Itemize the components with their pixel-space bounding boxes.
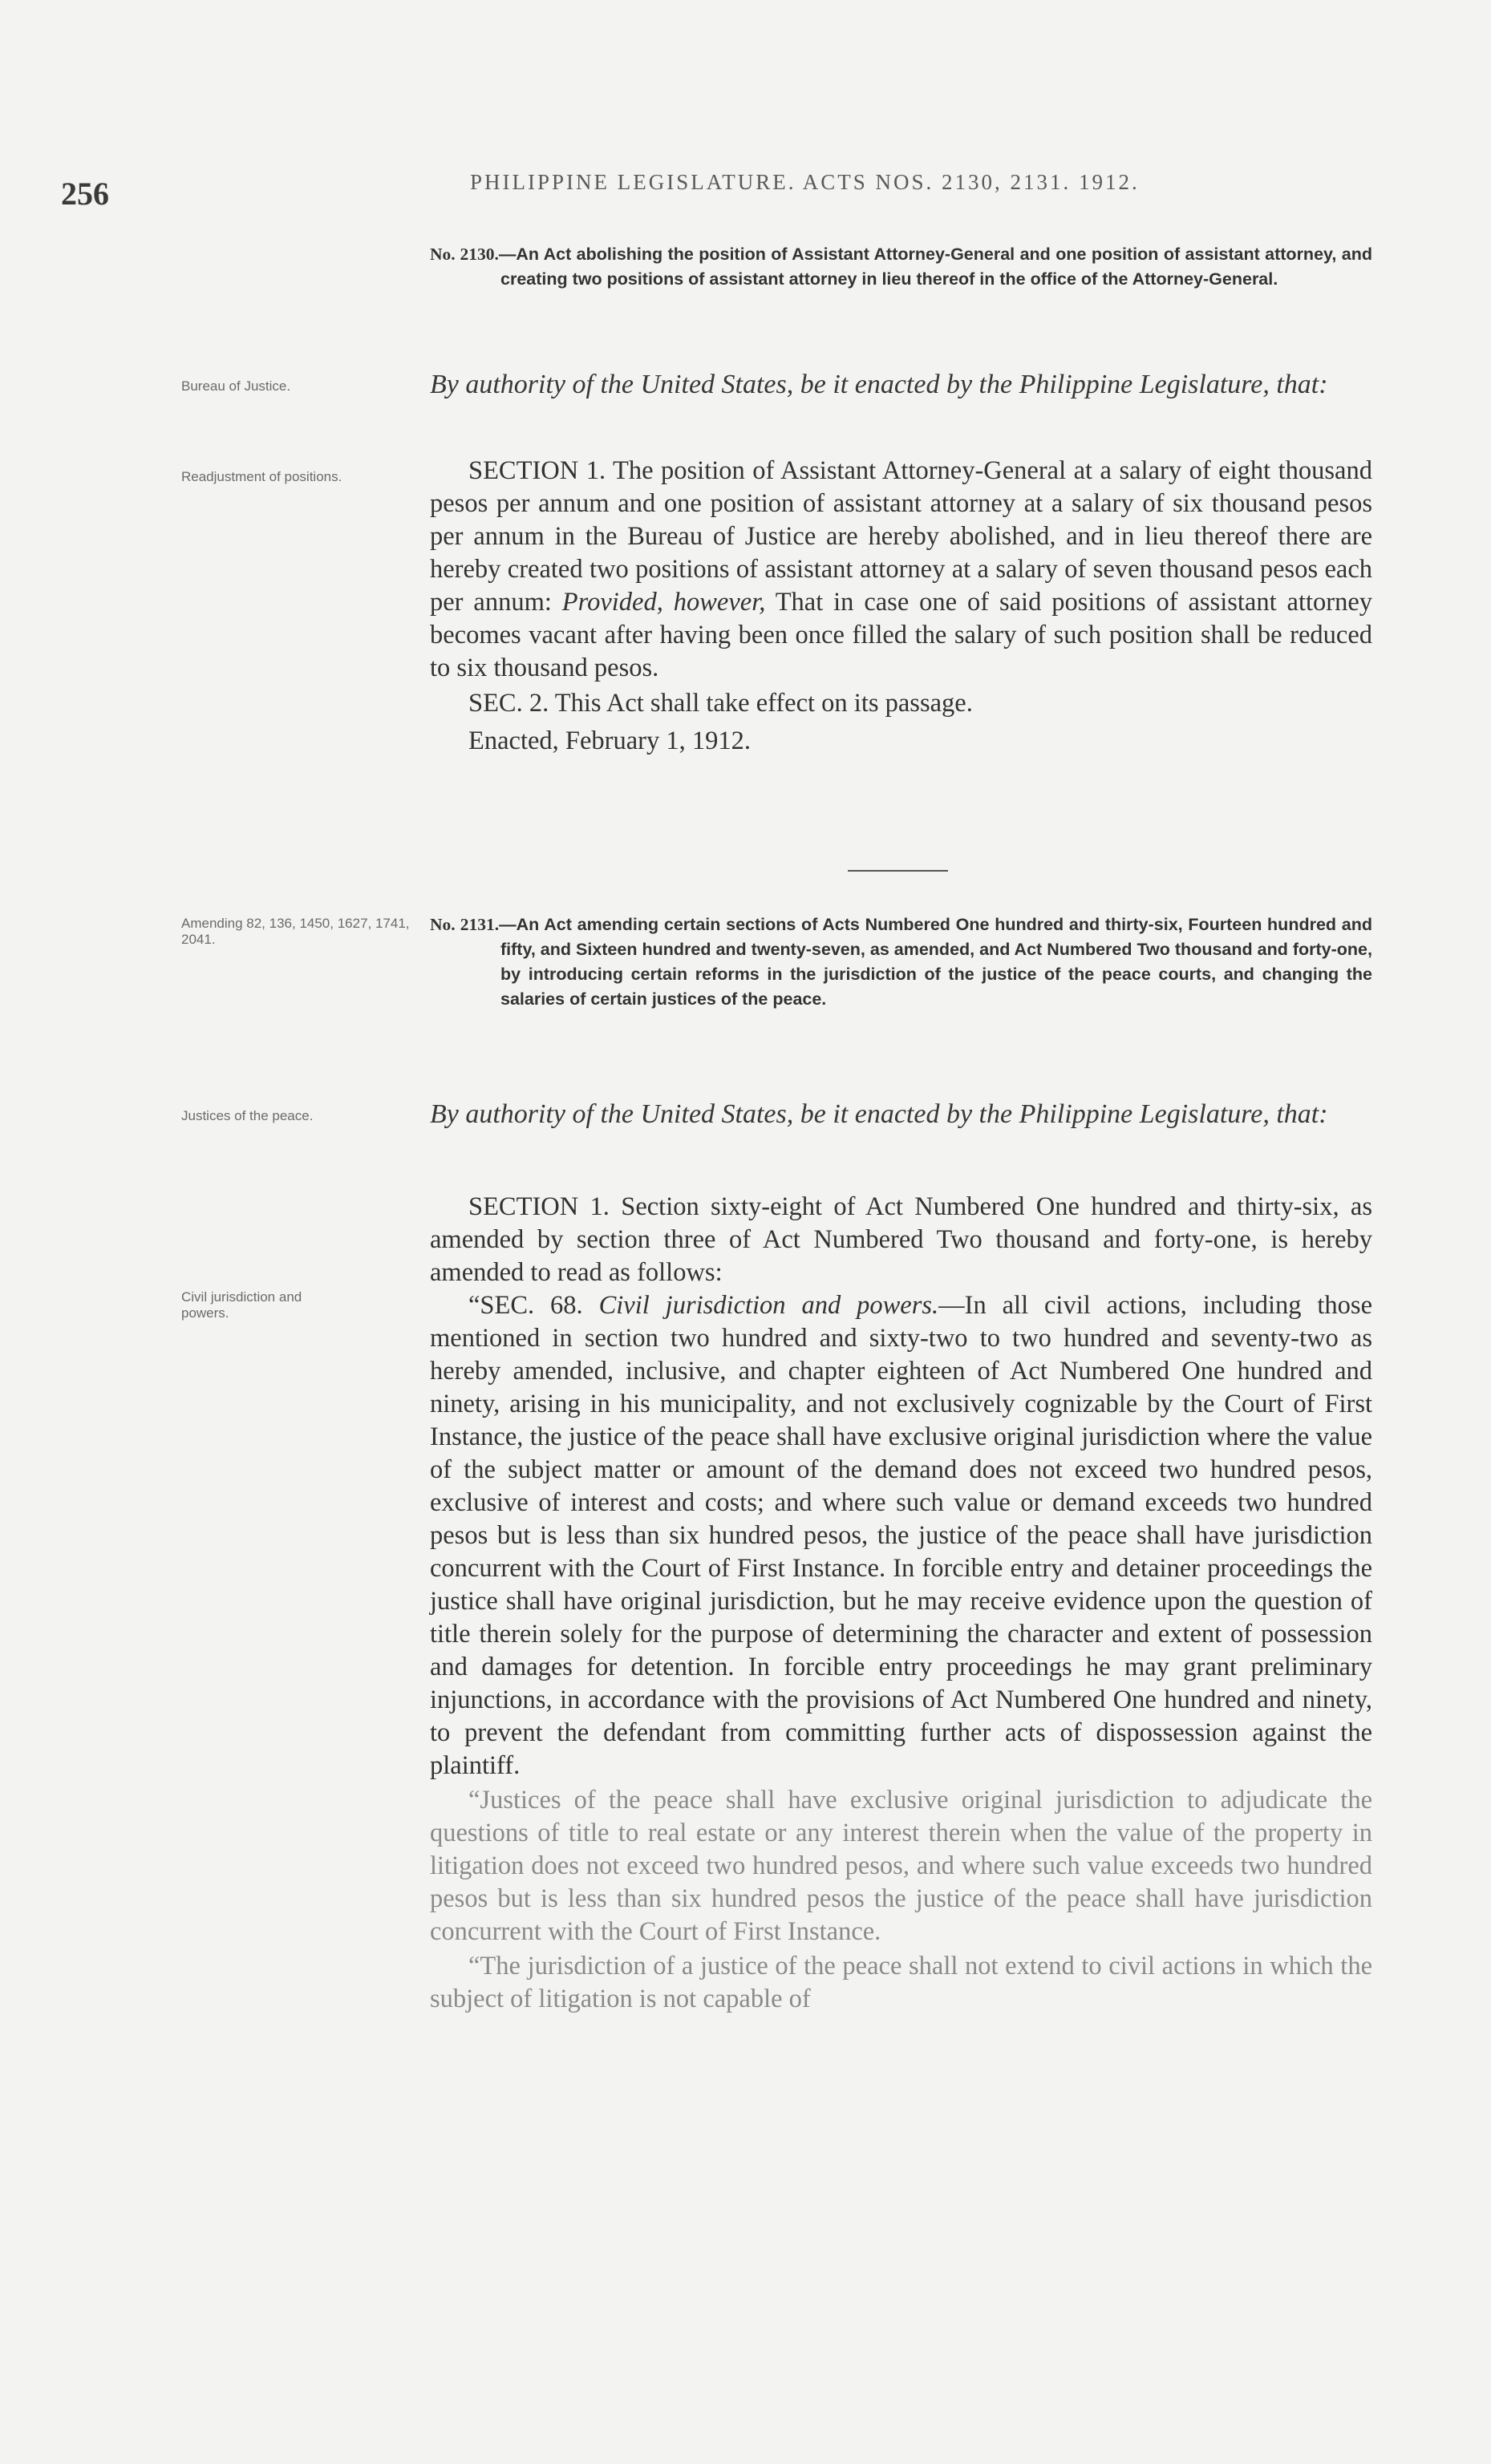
proviso: Provided, however, (561, 588, 766, 617)
act-2131-section-1 (430, 1191, 1372, 1289)
section-68 (430, 1289, 1372, 1782)
act-2130-enacted-date: Enacted, February 1, 1912. (468, 726, 751, 755)
section-label: SECTION 1. (468, 1192, 610, 1221)
sec68-body: —In all civil actions, including those mentioned in section two hundred and sixty-two to two hundred and seventy-two as hereby amended, inclusive, and chapter eighteen of Act Numbered One hundred and ninety, arising in his municipality, and not exclusively cognizable by the Court of First Instance, the justice of the peace shall have exclusive original jurisdiction where the value of the subject matter or amount of the demand does not exceed two hundred pesos, exclusive of interest and costs; and where such value or demand exceeds two hundred pesos but is less than six hundred pesos, the justice of the peace shall have jurisdiction concurrent with the Court of First Instance. In forcible entry and detainer proceedings the justice shall have original jurisdiction, but he may receive evidence upon the question of title therein solely for the purpose of determining the character and extent of possession and damages for detention. In forcible entry proceedings he may grant preliminary injunctions, in accordance with the provisions of Act Numbered One hundred and ninety, to prevent the defendant from committing further acts of dispossession against the plaintiff. (430, 1291, 1373, 1780)
act-2131-title-block (430, 912, 1372, 1012)
act-2130-section-1 (430, 455, 1372, 685)
act-2130-body (430, 455, 1372, 758)
act-2131-enacting (430, 1097, 1372, 1131)
sec68-heading: Civil jurisdiction and powers. (598, 1291, 939, 1320)
enacting-clause: By authority of the United States, be it enacted by the Philippine Legislature, that: (430, 1099, 1328, 1129)
section-text: The position of Assistant Attorney-General at a salary of eight thousand pesos per annum and one position of assistant attorney at a salary of six thousand pesos per annum in the Bureau of Justice are hereby abolished, and in lieu thereof there are hereby created two positions of assistant attorney at a salary of seven thousand pesos each per annum: (430, 456, 1372, 617)
act-2130-number: No. 2130. (430, 245, 499, 264)
sec68-label: “SEC. 68. (468, 1291, 599, 1320)
margin-note-bureau: Bureau of Justice. (181, 378, 291, 394)
page-number: 256 (61, 176, 109, 212)
act-2131-body (430, 1191, 1372, 2016)
section-text: Section sixty-eight of Act Numbered One hundred and thirty-six, as amended by section three of Act Numbered Two thousand and forty-one, is hereby amended to read as follows: (430, 1192, 1372, 1287)
section-label: SECTION 1. (468, 456, 606, 485)
act-2130-section-2: SEC. 2. This Act shall take effect on its passage. (468, 689, 973, 718)
act-2131-title (430, 912, 1372, 1012)
act-2130-title-text: —An Act abolishing the position of Assistant Attorney-General and one position of assistant attorney, and creating two positions of assistant attorney in lieu thereof in the office of the Attorney-General. (498, 245, 1372, 289)
act-2130-title (430, 242, 1372, 292)
act-2131-title-text: —An Act amending certain sections of Acts Numbered One hundred and thirty-six, Fourteen hundred and fifty, and Sixteen hundred and twenty-seven, as amended, and Act Numbered Two thousand and forty-one, by introducing certain reforms in the jurisdiction of the justice of the peace courts, and changing the salaries of certain justices of the peace. (499, 915, 1372, 1009)
running-head: PHILIPPINE LEGISLATURE. ACTS NOS. 2130, 2131. 1912. (470, 170, 1140, 194)
margin-note-amending: Amending 82, 136, 1450, 1627, 1741, 2041. (181, 916, 410, 947)
act-2130-enacting (430, 367, 1372, 402)
margin-note-readjustment: Readjustment of positions. (181, 469, 342, 484)
margin-note-justices: Justices of the peace. (181, 1108, 314, 1123)
margin-note-civil: Civil jurisdiction and powers. (181, 1289, 302, 1321)
section-text-cont: That in case one of said positions of assistant attorney becomes vacant after having been once filled the salary of such position shall be reduced to six thousand pesos. (430, 588, 1373, 682)
enacting-clause: By authority of the United States, be it enacted by the Philippine Legislature, that: (430, 370, 1328, 399)
act-2130-title-block (430, 242, 1372, 292)
paragraph-title-jurisdiction: “Justices of the peace shall have exclusive original jurisdiction to adjudicate the questions of title to real estate or any interest therein when the value of the property in litigation does not exceed two hundred pesos, and where such value exceeds two hundred pesos but is less than six hundred pesos the justice of the peace shall have jurisdiction concurrent with the Court of First Instance. (430, 1786, 1372, 1946)
paragraph-jurisdiction-limit: “The jurisdiction of a justice of the peace shall not extend to civil actions in which the subject of litigation is not capable of (430, 1952, 1372, 2013)
act-2131-number: No. 2131. (430, 915, 500, 934)
section-divider (848, 870, 948, 872)
